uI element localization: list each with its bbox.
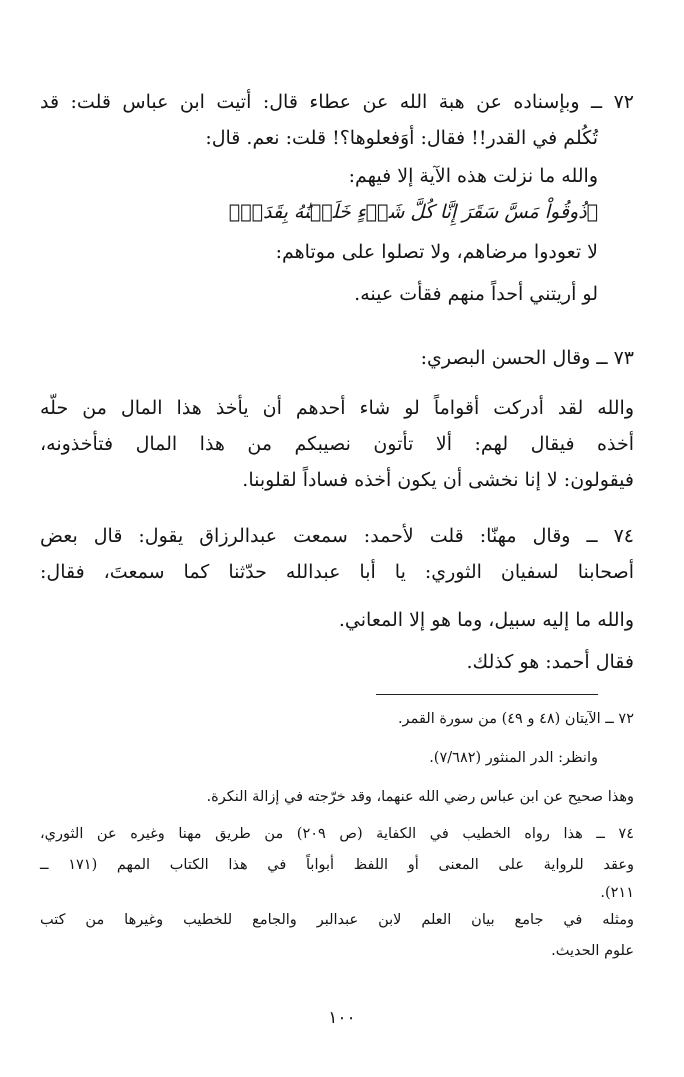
entry-74-line-4: فقال أحمد: هو كذلك. <box>466 651 634 673</box>
entry-73 <box>40 340 634 498</box>
entry-73-line-2: والله لقد أدركت أقواماً لو شاء أحدهم أن يأخذ هذا المال من حلّه <box>40 397 634 419</box>
footnote-72-line-2: وانظر: الدر المنثور (٧/٦٨٢). <box>429 750 598 766</box>
quran-verse: ﴿ذُوقُواْ مَسَّ سَقَرَ إِنَّا كُلَّ شَيۡءٍ خَلَقۡنَٰهُ بِقَدَرٖ﴾ <box>228 201 598 223</box>
page-number: ١٠٠ <box>328 1008 356 1028</box>
footnote-74-line-1: ٧٤ ــ هذا رواه الخطيب في الكفاية (ص ٢٠٩) من طريق مهنا وغيره عن الثوري، <box>40 826 634 842</box>
entry-72-line-2: تُكُلم في القدر!! فقال: أوَفعلوها؟! قلت: نعم. قال: <box>205 127 598 149</box>
entry-72-line-1: ٧٢ ــ وبإسناده عن هبة الله عن عطاء قال: أتيت ابن عباس قلت: قد <box>40 91 634 113</box>
footnote-74-line-4: ومثله في جامع بيان العلم لابن عبدالبر والجامع للخطيب وغيرها من كتب <box>40 912 634 928</box>
footnote-74-line-2: وعقد للرواية على المعنى أو اللفظ أبواباً في هذا الكتاب المهم (١٧١ ــ <box>40 857 634 873</box>
entry-72-line-6: لو أريتني أحداً منهم فقأت عينه. <box>354 283 598 305</box>
entry-74-line-2: أصحابنا لسفيان الثوري: يا أبا عبدالله حدّثنا كما سمعتَ، فقال: <box>40 561 634 583</box>
entry-73-line-1: ٧٣ ــ وقال الحسن البصري: <box>420 347 634 369</box>
entry-72 <box>40 84 634 312</box>
entry-74 <box>40 518 634 680</box>
entry-72-line-3: والله ما نزلت هذه الآية إلا فيهم: <box>348 165 598 187</box>
footnote-72-line-3: وهذا صحيح عن ابن عباس رضي الله عنهما، وقد خرّجته في إزالة النكرة. <box>206 789 634 805</box>
footnote-74-line-3: ٢١١). <box>600 885 634 901</box>
footnote-72-line-1: ٧٢ ــ الآيتان (٤٨ و ٤٩) من سورة القمر. <box>397 711 634 727</box>
entry-73-line-3: أخذه فيقال لهم: ألا تأتون نصيبكم من هذا المال فتأخذونه، <box>40 433 634 455</box>
footnote-separator <box>376 694 598 695</box>
footnote-74-line-5: علوم الحديث. <box>551 943 634 959</box>
entry-73-line-4: فيقولون: لا إنا نخشى أن يكون أخذه فساداً لقلوبنا. <box>242 469 634 491</box>
entry-72-line-5: لا تعودوا مرضاهم، ولا تصلوا على موتاهم: <box>275 241 598 263</box>
entry-74-line-3: والله ما إليه سبيل، وما هو إلا المعاني. <box>338 609 634 631</box>
entry-74-line-1: ٧٤ ــ وقال مهنّا: قلت لأحمد: سمعت عبدالرزاق يقول: قال بعض <box>40 525 634 547</box>
footnotes <box>40 704 634 967</box>
